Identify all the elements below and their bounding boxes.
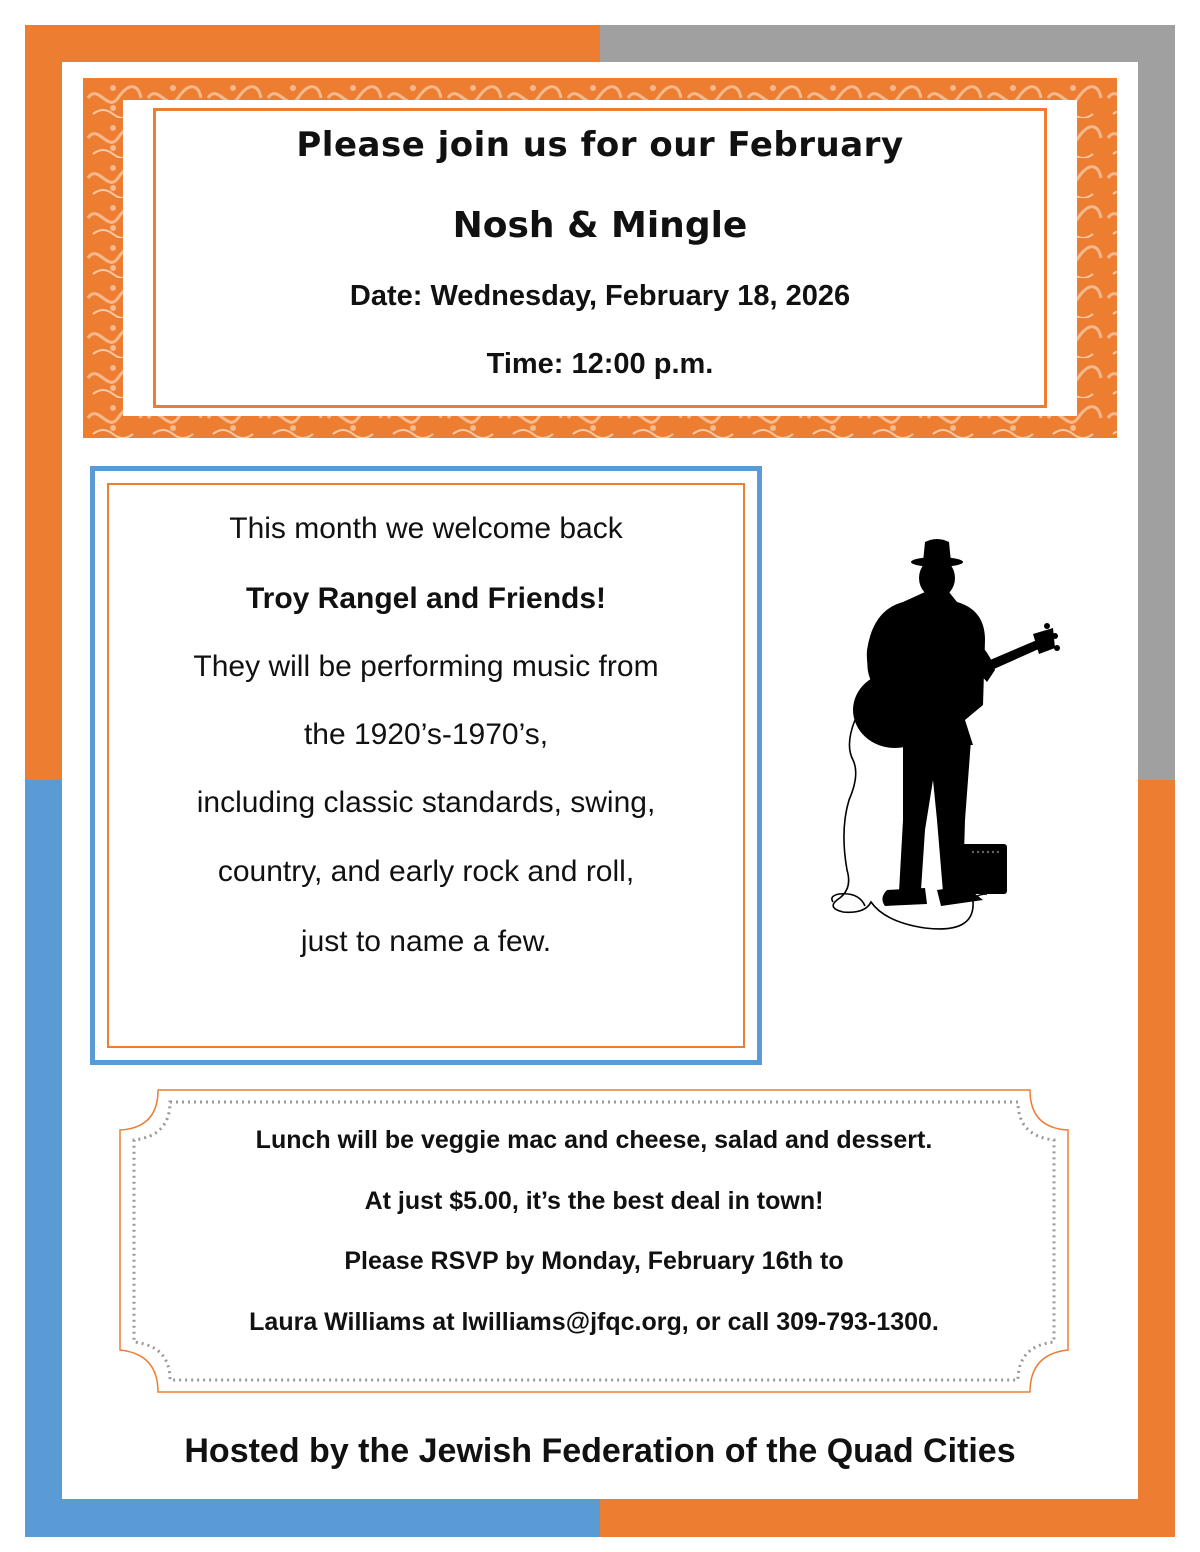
event-time: Time: 12:00 p.m. [486, 348, 714, 380]
performer-line: the 1920’s-1970’s, [303, 718, 549, 751]
lunch-price: At just $5.00, it’s the best deal in town! [364, 1187, 824, 1215]
performer-line: country, and early rock and roll, [217, 855, 635, 888]
performer-line: This month we welcome back [229, 512, 623, 545]
guitar-player-silhouette-icon [825, 530, 1065, 940]
rsvp-deadline: Please RSVP by Monday, February 16th to [344, 1247, 844, 1275]
event-title-line2: Nosh & Mingle [452, 205, 748, 246]
event-date: Date: Wednesday, February 18, 2026 [349, 280, 851, 312]
host-footer: Hosted by the Jewish Federation of the Quad Cities [184, 1432, 1016, 1470]
performer-name: Troy Rangel and Friends! [245, 582, 607, 615]
rsvp-contact: Laura Williams at lwilliams@jfqc.org, or call 309-793-1300. [249, 1308, 939, 1336]
event-title-line1: Please join us for our February [296, 125, 904, 165]
performer-line: including classic standards, swing, [196, 786, 656, 819]
performer-box [90, 466, 762, 1065]
lunch-menu: Lunch will be veggie mac and cheese, salad and dessert. [255, 1126, 933, 1154]
performer-line: just to name a few. [300, 925, 552, 958]
performer-line: They will be performing music from [193, 650, 659, 683]
